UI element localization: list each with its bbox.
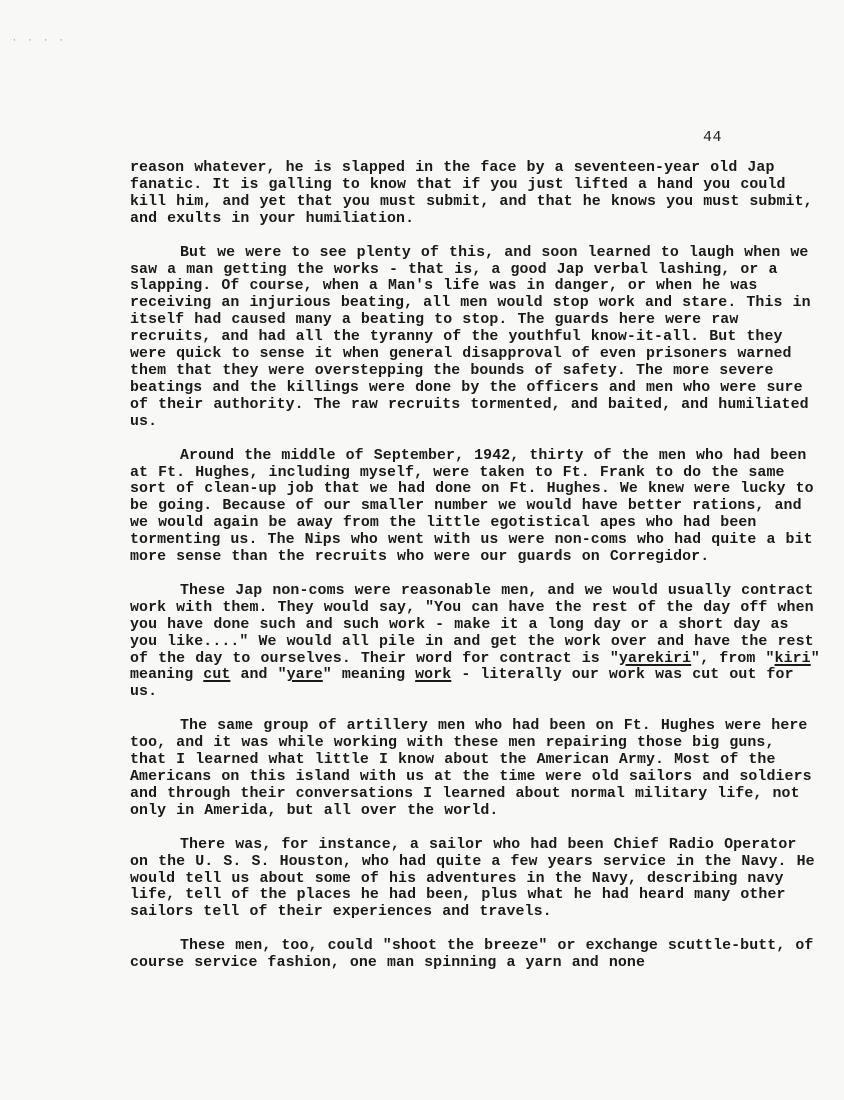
paragraph: Around the middle of September, 1942, thirty of the men who had been at Ft. Hughes, including myself, were taken to Ft. Frank to do the same sort of clean-up job that we had done on Ft. Hughes. We knew were lucky to be going. Because of our smaller number we would have better rations, and we would again be away from the little egotistical apes who had been tormenting us. The Nips who went with us were non-coms who had quite a bit more sense than the recruits who were our guards on Corregidor.: [130, 447, 814, 566]
underlined-word: cut: [203, 667, 231, 684]
underlined-word: yarekiri: [618, 650, 692, 667]
page-number: 44: [703, 129, 723, 146]
text-run: " meaning: [130, 650, 820, 684]
text-run: These Jap non-coms were reasonable men, and we would usually contract work with them. They would say, "You can have the rest of the day off when you have done such and such work - make it a long day or a short day as you like...." We would all pile in and get the work over and have the rest of the day to ourselves. Their word for contract is ": [130, 582, 814, 667]
text-run: ", from ": [691, 650, 775, 667]
paragraph: reason whatever, he is slapped in the face by a seventeen-year old Jap fanatic. It is galling to know that if you just lifted a hand you could kill him, and yet that you must submit, and that he knows you must submit, and exults in your humiliation.: [130, 160, 813, 227]
paragraph: But we were to see plenty of this, and soon learned to laugh when we saw a man getting the works - that is, a good Jap verbal lashing, or a slapping. Of course, when a Man's life was in danger, or when he was receiving an injurious beating, all men would stop work and stare. This in itself had caused many a beating to stop. The guards here were raw recruits, and had all the tyranny of the youthful know-it-all. But they were quick to sense it when general disapproval of even prisoners warned them that they were overstepping the bounds of safety. The more severe beatings and the killings were done by the officers and men who were sure of their authority. The raw recruits tormented, and baited, and humiliated us.: [130, 244, 811, 430]
paragraph: These men, too, could "shoot the breeze" or exchange scuttle-butt, of course service fashion, one man spinning a yarn and none: [130, 938, 814, 972]
paragraph: There was, for instance, a sailor who had been Chief Radio Operator on the U. S. S. Houston, who had quite a few years service in the Navy. He would tell us about some of his adventures in the Navy, describing navy life, tell of the places he had been, plus what he had heard many other sailors tell of their experiences and travels.: [130, 836, 815, 921]
text-run: and ": [230, 667, 287, 684]
paragraph: [130, 583, 820, 701]
underlined-word: yare: [286, 667, 323, 684]
text-run: " meaning: [322, 667, 416, 684]
text-run: - literally our work was cut out for us.: [130, 667, 794, 701]
underlined-word: work: [415, 667, 452, 684]
scan-marks: · · · ·: [12, 36, 67, 45]
body-text: [130, 160, 820, 989]
paragraph: The same group of artillery men who had been on Ft. Hughes were here too, and it was while working with these men repairing those big guns, that I learned what little I know about the American Army. Most of the Americans on this island with us at the time were old sailors and soldiers and through their conversations I learned about normal military life, not only in Amerida, but all over the world.: [130, 718, 812, 819]
underlined-word: kiri: [774, 650, 811, 667]
